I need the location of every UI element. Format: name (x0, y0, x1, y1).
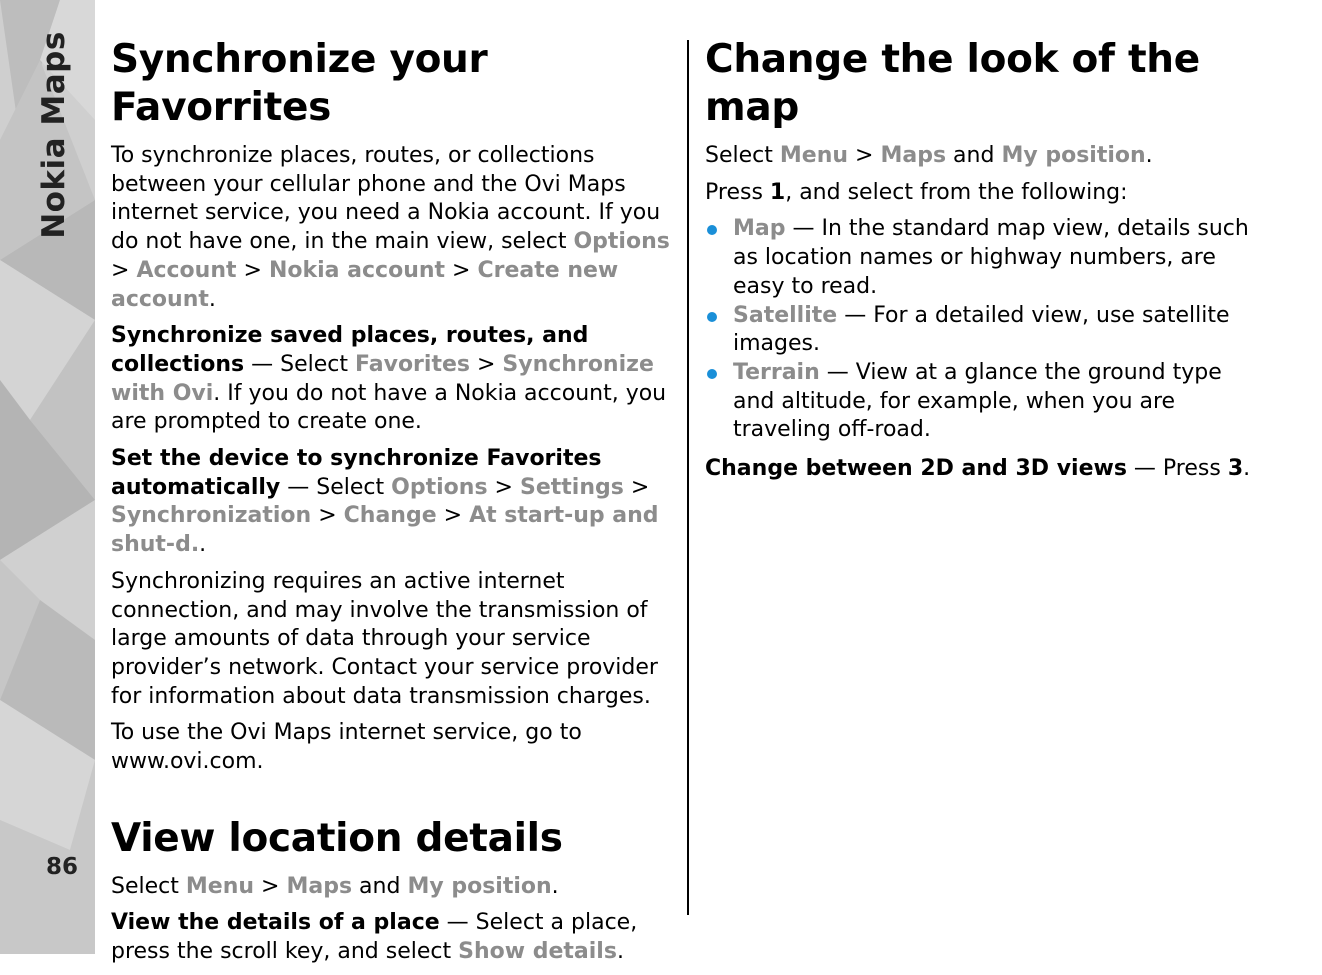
menu-path-item: Settings (519, 474, 624, 500)
path-separator: > (443, 503, 463, 529)
sync-auto-paragraph (111, 445, 676, 560)
text: . (616, 939, 624, 965)
path-separator: > (630, 474, 650, 500)
text: Select a place, press the scroll key, and select (111, 910, 638, 965)
option-description: — For a detailed view, use satellite images. (733, 302, 1230, 357)
list-item (705, 359, 1265, 445)
bullet-icon (707, 312, 717, 322)
ovi-service-paragraph: To use the Ovi Maps internet service, go to www.ovi.com. (111, 720, 582, 775)
text: . (1145, 143, 1153, 168)
menu-path-item: Menu (185, 873, 255, 899)
menu-path-item: At start-up and shut-d. (111, 503, 659, 558)
views-toggle-paragraph (705, 455, 1265, 484)
option-name: Satellite (733, 302, 838, 328)
dash: — (1133, 456, 1156, 482)
text: , and select from the following: (785, 179, 1128, 205)
menu-path-item: Synchronization (111, 503, 312, 529)
menu-path-item: Synchronize with Ovi (111, 351, 654, 406)
heading-view-location: View location details (111, 815, 563, 861)
menu-path-item: Nokia account (268, 257, 446, 283)
column-divider (687, 40, 689, 915)
page-number: 86 (46, 854, 79, 880)
menu-path-item: Favorites (355, 351, 470, 377)
path-separator: > (261, 873, 280, 899)
heading-change-map-look: Change the look of the map (705, 37, 1200, 130)
option-name: Terrain (733, 359, 820, 385)
text: . (551, 873, 559, 899)
text: Select (111, 873, 186, 899)
option-description: — In the standard map view, details such as location names or highway numbers, are easy to read. (733, 216, 1249, 299)
text: To synchronize places, routes, or collections between your cellular phone and the Ovi Maps internet service, you need a Nokia account. If you do not have one, in the main view, select (111, 143, 661, 255)
view-details-paragraph (111, 909, 676, 966)
path-separator: > (494, 474, 513, 500)
option-description: — View at a glance the ground type and altitude, for example, when you are traveling off-road. (733, 359, 1222, 443)
path-separator: > (243, 257, 262, 283)
option-name: Map (733, 216, 786, 242)
menu-path-item: Options (391, 474, 488, 500)
menu-path-item: Options (573, 229, 670, 255)
text: Select (316, 474, 392, 500)
subheading-2d-3d: Change between 2D and 3D views (705, 456, 1127, 482)
left-column (111, 36, 676, 975)
menu-path-item: Menu (779, 143, 849, 168)
map-select-paragraph (705, 142, 1265, 171)
menu-path-item: Create new account (111, 257, 619, 312)
dash: — (287, 474, 310, 500)
menu-path-item: Change (343, 503, 437, 529)
text: and (352, 873, 408, 899)
menu-path-item: My position (1001, 143, 1146, 168)
sync-saved-paragraph (111, 322, 676, 437)
path-separator: > (452, 257, 471, 283)
dash: — (251, 351, 274, 377)
menu-path-item: Maps (880, 143, 947, 168)
text: Select (280, 351, 356, 377)
text: . (199, 532, 207, 558)
sync-intro-paragraph (111, 142, 676, 314)
text: . If you do not have a Nokia account, you are prompted to create one. (111, 380, 667, 435)
menu-path-item: Account (136, 257, 237, 283)
text: . (208, 286, 216, 312)
text: Press (1162, 456, 1228, 482)
sync-note-paragraph: Synchronizing requires an active internet connection, and may involve the transmission of large amounts of data through your service provider’s network. Contact your service provider for information about data transmission charges. (111, 568, 658, 709)
subheading-sync-saved: Synchronize saved places, routes, and collections (111, 323, 589, 377)
text: Press (705, 179, 770, 205)
right-column (705, 36, 1265, 492)
sidebar (0, 0, 95, 954)
text: and (946, 143, 1002, 168)
key-label: 1 (769, 179, 786, 205)
section-gap (111, 785, 676, 815)
bullet-icon (707, 225, 717, 235)
section-title (34, 31, 74, 239)
section-title-text: Nokia Maps (36, 31, 72, 239)
subheading-sync-auto: Set the device to synchronize Favorites automatically (111, 446, 602, 500)
menu-path-item: My position (407, 873, 552, 899)
text: . (1243, 456, 1251, 482)
path-separator: > (476, 351, 496, 377)
bullet-icon (707, 369, 717, 379)
text: Select (705, 143, 780, 168)
list-item (705, 302, 1265, 359)
path-separator: > (855, 143, 874, 168)
press-key-paragraph (705, 179, 1265, 208)
view-select-paragraph (111, 873, 676, 902)
heading-synchronize: Synchronize your Favorrites (111, 37, 488, 130)
path-separator: > (318, 503, 337, 529)
path-separator: > (111, 257, 130, 283)
key-label: 3 (1227, 456, 1244, 482)
subheading-view-details: View the details of a place (111, 910, 440, 936)
menu-path-item: Show details (458, 939, 617, 965)
dash: — (446, 910, 469, 936)
menu-path-item: Maps (286, 873, 353, 899)
map-view-options-list (705, 215, 1265, 445)
list-item (705, 215, 1265, 301)
